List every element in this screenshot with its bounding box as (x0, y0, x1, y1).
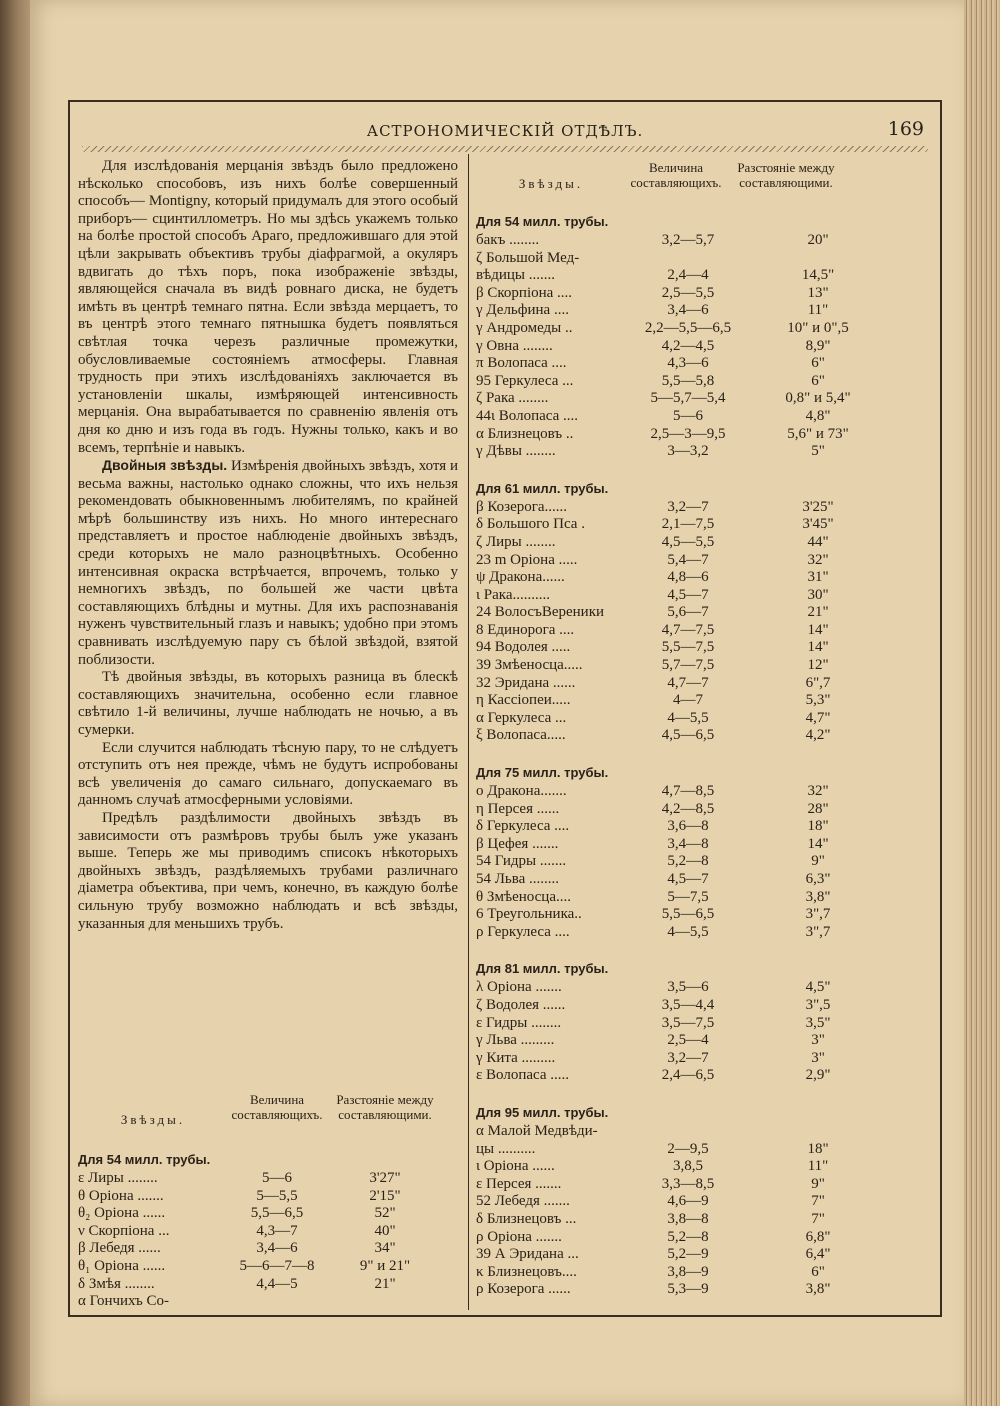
separation-value: 6",7 (805, 674, 831, 691)
star-name: ζ Рака ........ (476, 390, 549, 407)
section-heading-double-stars: Двойныя звѣзды. (102, 457, 228, 474)
star-name: γ Овна ........ (476, 337, 553, 354)
header-separation: Разстояніе между составляющими. (336, 1092, 434, 1122)
table-row (476, 675, 932, 693)
separation-value: 18" (807, 818, 829, 835)
table-row (476, 818, 932, 836)
star-name: ρ Оріона ....... (476, 1228, 562, 1245)
star-name: λ Оріона ....... (476, 979, 562, 996)
column-divider (468, 154, 469, 1310)
table-row (78, 1276, 458, 1294)
separation-value: 5" (811, 443, 825, 460)
separation-value: 3" (811, 1032, 825, 1049)
separation-value: 20" (807, 232, 829, 248)
magnitude-value: 4,3—7 (256, 1222, 298, 1239)
magnitude-value: 4,7—7 (667, 674, 709, 691)
table-row (476, 889, 932, 907)
magnitude-value: 5—6—7—8 (239, 1257, 315, 1274)
star-name: бакъ ........ (476, 232, 540, 248)
separation-value: 3",7 (805, 923, 831, 940)
magnitude-value: 2,2—5,5—6,5 (644, 319, 732, 336)
table-row (476, 534, 932, 552)
separation-value: 21" (807, 604, 829, 621)
table-row (476, 426, 932, 444)
star-name: θ₂ Оріона ...... (78, 1205, 166, 1222)
table-row (476, 355, 932, 373)
magnitude-value: 5—5,7—5,4 (650, 390, 726, 407)
magnitude-value: 5,5—5,8 (661, 372, 715, 389)
section-gap (476, 461, 932, 477)
page-number: 169 (887, 118, 924, 140)
star-name: β Лебедя ...... (78, 1240, 161, 1257)
magnitude-value: 5—7,5 (667, 888, 709, 905)
section-gap (476, 745, 932, 761)
magnitude-value: 3,8—9 (667, 1263, 709, 1280)
star-name: π Волопаса .... (476, 355, 567, 372)
star-name: 54 Льва ........ (476, 871, 560, 887)
table-row (476, 1032, 932, 1050)
separation-value: 13" (807, 284, 829, 301)
separation-value: 14,5" (801, 267, 835, 284)
separation-value: 6,8" (805, 1228, 831, 1245)
separation-value: 3,8" (805, 888, 831, 905)
separation-value: 21" (374, 1275, 396, 1292)
star-name: ι Рака.......... (476, 586, 551, 603)
magnitude-value: 5—6 (673, 407, 703, 424)
magnitude-value: 4,8—6 (667, 569, 709, 586)
magnitude-value: 3,4—6 (256, 1240, 298, 1257)
magnitude-value: 4,7—8,5 (661, 783, 715, 800)
separation-value: 3,8" (805, 1281, 831, 1298)
magnitude-value: 3,3—8,5 (661, 1175, 715, 1192)
star-name: ε Персея ....... (476, 1175, 562, 1192)
separation-value: 40" (374, 1222, 396, 1239)
separation-value: 28" (807, 800, 829, 817)
magnitude-value: 4—5,5 (667, 923, 709, 940)
star-name: δ Большого Пса . (476, 516, 585, 533)
table-row (476, 801, 932, 819)
table-row (476, 443, 932, 461)
separation-value: 2,9" (805, 1067, 831, 1084)
magnitude-value: 5,2—8 (667, 1228, 709, 1245)
magnitude-value: 3,4—8 (667, 835, 709, 852)
header-magnitude: Величина составляющихъ. (231, 1092, 323, 1122)
separation-value: 4,7" (805, 709, 831, 726)
table-row (476, 1193, 932, 1211)
table-row (476, 267, 932, 285)
table-row (476, 587, 932, 605)
table-row (476, 1246, 932, 1264)
table-row (476, 552, 932, 570)
star-name: δ Близнецовъ ... (476, 1210, 577, 1227)
table-row (476, 1050, 932, 1068)
star-name: α Гончихъ Со- (78, 1293, 169, 1310)
star-name: γ Дѣвы ........ (476, 443, 556, 460)
table-row (78, 1293, 458, 1311)
magnitude-value: 2,5—4 (667, 1032, 709, 1049)
star-name: θ Змѣеносца.... (476, 888, 571, 905)
magnitude-value: 5—5,5 (256, 1187, 298, 1204)
left-column (78, 158, 458, 933)
magnitude-value: 4,5—7 (667, 586, 709, 603)
star-name: θ₁ Оріона ...... (78, 1257, 166, 1274)
separation-value: 32" (807, 551, 829, 568)
star-name: η Персея ...... (476, 800, 560, 817)
star-name: 95 Геркулеса ... (476, 372, 574, 389)
star-name: 6 Треугольника.. (476, 906, 582, 923)
magnitude-value: 5—6 (262, 1170, 292, 1186)
magnitude-value: 4,4—5 (256, 1275, 298, 1292)
table-row (476, 338, 932, 356)
table-row (476, 390, 932, 408)
separation-value: 14" (807, 835, 829, 852)
separation-value: 11" (807, 1158, 829, 1175)
separation-value (748, 1123, 888, 1141)
separation-value: 12" (807, 657, 829, 674)
table-row (476, 232, 932, 250)
star-name: 54 Гидры ....... (476, 853, 567, 870)
magnitude-value: 3—3,2 (667, 443, 709, 460)
star-name: цы .......... (476, 1140, 536, 1157)
separation-value: 7" (811, 1193, 825, 1210)
book-page-edges (964, 0, 1000, 1406)
star-name: η Кассіопеи..... (476, 692, 571, 709)
table-row (78, 1240, 458, 1258)
separation-value: 14" (807, 621, 829, 638)
magnitude-value: 3,8—8 (667, 1210, 709, 1227)
separation-value: 7" (811, 1210, 825, 1227)
magnitude-value: 5,2—8 (667, 853, 709, 870)
section-gap (476, 941, 932, 957)
magnitude-value (228, 1293, 326, 1311)
star-name: ζ Лиры ........ (476, 533, 556, 550)
star-name: α Малой Медвѣди- (476, 1122, 598, 1139)
magnitude-value: 3,4—6 (667, 302, 709, 319)
magnitude-value: 3,2—7 (667, 498, 709, 515)
table-row (476, 516, 932, 534)
magnitude-value: 4—5,5 (667, 709, 709, 726)
star-name: α Геркулеса ... (476, 709, 567, 726)
star-name: ψ Дракона...... (476, 569, 565, 586)
star-name: γ Андромеды .. (476, 319, 573, 336)
star-name: ε Лиры ........ (78, 1170, 158, 1186)
magnitude-value: 5,6—7 (667, 604, 709, 621)
magnitude-value: 2,5—3—9,5 (650, 425, 726, 442)
star-name: 52 Лебедя ....... (476, 1193, 570, 1210)
separation-value: 9" и 21" (359, 1257, 411, 1274)
table-row (78, 1188, 458, 1206)
separation-value: 14" (807, 639, 829, 656)
table-row (476, 906, 932, 924)
separation-value: 10" и 0",5 (787, 319, 849, 336)
separation-value: 30" (807, 586, 829, 603)
separation-value: 5,3" (805, 692, 831, 709)
magnitude-value: 3,5—6 (667, 979, 709, 996)
star-name: β Цефея ....... (476, 835, 559, 852)
header-ornament (82, 146, 928, 152)
section-title: Для 81 милл. трубы. (476, 961, 609, 977)
star-name: 44ι Волопаса .... (476, 407, 579, 424)
separation-value: 3",5 (805, 996, 831, 1013)
section-title: Для 61 милл. трубы. (476, 480, 609, 496)
table-header (78, 1092, 458, 1148)
magnitude-value: 5,5—7,5 (661, 639, 715, 656)
separation-value: 6" (811, 372, 825, 389)
table-header (476, 160, 932, 210)
paragraph-scintillation: Для изслѣдованія мерцанія звѣздъ было предложено нѣсколько способовъ, изъ нихъ болѣе совершенный способъ— Montigny, который придумалъ для этого особый приборъ— сцинтиллометръ. Но мы здѣсь укажемъ только на болѣе простой способъ Араго, предложившаго для этой цѣли закрывать объективъ трубы діафрагмой, а окуляръ вдвигать до тѣхъ поръ, пока изображеніе звѣзды, являющейся сначала въ видѣ ровнаго диска, не будетъ имѣть въ центрѣ темнаго пятна. Если звѣзда мерцаетъ, то въ центрѣ этого темнаго пятнышка будетъ появляться свѣтлая точка черезъ различные промежутки, обусловливаемые состояніемъ атмосферы. Главная трудность при этихъ изслѣдованіяхъ заключается въ установленіи шкалы, измѣряющей интенсивность мерцанія. Она вырабатывается по сравненію явленія отъ дня ко дню и изъ года въ годъ. Нужны только, какъ и во всемъ, терпѣніе и навыкъ. (78, 158, 458, 456)
book-page (30, 0, 964, 1406)
separation-value: 34" (374, 1240, 396, 1257)
star-name: ο Дракона....... (476, 783, 567, 800)
separation-value: 3,5" (805, 1014, 831, 1031)
star-name: ξ Волопаса..... (476, 727, 566, 744)
separation-value: 4,2" (805, 727, 831, 744)
star-name: 24 ВолосъВереники (476, 604, 605, 621)
separation-value: 18" (807, 1140, 829, 1157)
separation-value: 3'25" (802, 498, 834, 515)
star-name: ε Волопаса ..... (476, 1067, 570, 1084)
header-magnitude: Величина составляющихъ. (630, 160, 722, 190)
magnitude-value: 4,2—8,5 (661, 800, 715, 817)
table-row (476, 1176, 932, 1194)
section-title: Для 54 милл. трубы. (78, 1152, 211, 1167)
section-gap (476, 1085, 932, 1101)
left-star-table (78, 1092, 458, 1311)
section-title: Для 54 милл. трубы. (476, 214, 609, 229)
header-stars: Звѣзды. (120, 1112, 186, 1127)
magnitude-value: 3,8,5 (673, 1158, 703, 1175)
magnitude-value: 4,2—4,5 (661, 337, 715, 354)
table-row (476, 408, 932, 426)
separation-value: 3" (811, 1049, 825, 1066)
star-name: 39 А Эридана ... (476, 1246, 579, 1263)
right-table-sections (476, 212, 932, 1299)
table-row (476, 320, 932, 338)
star-name: 32 Эридана ...... (476, 674, 576, 691)
separation-value: 6,3" (805, 871, 831, 887)
table-row (476, 373, 932, 391)
separation-value: 9" (811, 853, 825, 870)
star-name: ρ Геркулеса .... (476, 923, 570, 940)
star-name: 8 Единорога .... (476, 621, 575, 638)
paragraph-double-stars-text: Измѣренія двойныхъ звѣздъ, хотя и весьма важны, настолько однако сложны, что ихъ нельзя рекомендовать обыкновеннымъ любителямъ, по крайней мѣрѣ большинству изъ нихъ. Но много интереснаго представляетъ и простое наблюденіе двойныхъ звѣздъ, среди которыхъ не мало разноцвѣтныхъ. Особенно интенсивная окраска встрѣчается, впрочемъ, только у немногихъ звѣздъ, по большей же части цвѣта составляющихъ блѣдны и мутны. Для ихъ распознаванія нуженъ чувствительный глазъ и навыкъ; удобно при этомъ сравнивать изслѣдуемую пару съ бѣлой звѣздой, взятой поблизости. (78, 458, 459, 668)
table-row (476, 569, 932, 587)
paragraph-close-pairs: Если случится наблюдать тѣсную пару, то не слѣдуетъ отступить отъ нея прежде, чѣмъ не будутъ испробованы всѣ увеличенія до самаго сильнаго, допускаемаго въ данномъ случаѣ атмосферными условіями. (78, 739, 458, 809)
table-row (476, 1211, 932, 1229)
paragraph-double-stars (78, 457, 458, 669)
table-row (476, 871, 932, 889)
table-row (476, 853, 932, 871)
separation-value: 6" (811, 1263, 825, 1280)
table-row (476, 836, 932, 854)
magnitude-value: 5,2—9 (667, 1246, 709, 1263)
magnitude-value: 2,1—7,5 (661, 516, 715, 533)
table-row (476, 622, 932, 640)
separation-value: 4,8" (805, 407, 831, 424)
table-row (476, 499, 932, 517)
magnitude-value: 2,5—5,5 (661, 284, 715, 301)
magnitude-value: 5,5—6,5 (250, 1205, 304, 1222)
page-header (70, 102, 940, 148)
star-name: ε Гидры ........ (476, 1014, 562, 1031)
table-row (78, 1170, 458, 1188)
table-row (476, 250, 932, 268)
magnitude-value: 5,7—7,5 (661, 657, 715, 674)
table-row (78, 1223, 458, 1241)
star-name: δ Змѣя ........ (78, 1275, 155, 1292)
star-name: ζ Большой Мед- (476, 249, 580, 266)
section-title: Для 95 милл. трубы. (476, 1104, 609, 1120)
star-name: 94 Водолея ..... (476, 639, 571, 656)
table-row (476, 604, 932, 622)
star-name: γ Кита ......... (476, 1049, 556, 1066)
separation-value: 52" (374, 1205, 396, 1222)
separation-value: 8,9" (805, 337, 831, 354)
magnitude-value: 5,3—9 (667, 1281, 709, 1298)
magnitude-value: 4,7—7,5 (661, 621, 715, 638)
star-name: γ Льва ......... (476, 1032, 555, 1049)
table-row (476, 302, 932, 320)
separation-value: 3",7 (805, 906, 831, 923)
table-row (476, 924, 932, 942)
separation-value: 3'27" (369, 1170, 401, 1186)
separation-value: 6" (811, 355, 825, 372)
separation-value: 31" (807, 569, 829, 586)
magnitude-value: 2,4—6,5 (661, 1067, 715, 1084)
magnitude-value: 4,5—7 (667, 871, 709, 887)
magnitude-value (628, 1123, 748, 1141)
paragraph-limits: Предѣлъ раздѣлимости двойныхъ звѣздъ въ зависимости отъ размѣровъ трубы былъ уже указанъ выше. Теперь же мы приводимъ списокъ нѣкоторыхъ двойныхъ звѣздъ, раздѣляемыхъ трубами различнаго діаметра объектива, при чемъ, конечно, въ каждую болѣе сильную трубу возможно наблюдать и всѣ звѣзды, указанныя для меньшихъ трубъ. (78, 809, 458, 932)
separation-value: 3'45" (802, 516, 834, 533)
star-name: ν Скорпіона ... (78, 1222, 170, 1239)
table-row (476, 727, 932, 745)
magnitude-value: 3,2—5,7 (661, 232, 715, 248)
separation-value: 32" (807, 783, 829, 800)
star-name: β Козерога...... (476, 498, 568, 515)
table-row (78, 1258, 458, 1276)
header-stars: Звѣзды. (518, 176, 584, 191)
magnitude-value: 4,6—9 (667, 1193, 709, 1210)
right-column (476, 160, 932, 1299)
table-row (476, 1158, 932, 1176)
paragraph-brightness: Тѣ двойныя звѣзды, въ которыхъ разница въ блескѣ составляющихъ значительна, особенно если главное свѣтило 1-й величины, лучше наблюдать не ночью, а въ сумерки. (78, 669, 458, 738)
magnitude-value: 5,5—6,5 (661, 906, 715, 923)
separation-value: 6,4" (805, 1246, 831, 1263)
header-separation: Разстояніе между составляющими. (737, 160, 835, 190)
table-row (476, 692, 932, 710)
table-row (476, 1123, 932, 1141)
star-name: 23 m Оріона ..... (476, 551, 578, 568)
magnitude-value: 5,4—7 (667, 551, 709, 568)
magnitude-value: 2—9,5 (667, 1140, 709, 1157)
separation-value: 5,6" и 73" (787, 425, 849, 442)
table-row (78, 1205, 458, 1223)
magnitude-value: 2,4—4 (667, 267, 709, 284)
table-row (476, 1229, 932, 1247)
table-row (476, 710, 932, 728)
table-row (476, 783, 932, 801)
table-row (476, 639, 932, 657)
page-frame (68, 100, 942, 1317)
running-title: АСТРОНОМИЧЕСКІЙ ОТДѢЛЪ. (366, 122, 644, 140)
separation-value: 0,8" и 5,4" (785, 390, 851, 407)
magnitude-value: 4,3—6 (667, 355, 709, 372)
section-title: Для 75 милл. трубы. (476, 765, 609, 781)
magnitude-value: 3,5—4,4 (661, 996, 715, 1013)
table-row (476, 1141, 932, 1159)
star-name: θ Оріона ....... (78, 1187, 164, 1204)
separation-value (748, 250, 888, 268)
separation-value: 9" (811, 1175, 825, 1192)
star-name: β Скорпіона .... (476, 284, 573, 301)
separation-value: 2'15" (369, 1187, 401, 1204)
table-row (476, 1264, 932, 1282)
table-row (476, 997, 932, 1015)
magnitude-value: 3,2—7 (667, 1049, 709, 1066)
table-row (476, 285, 932, 303)
separation-value: 44" (807, 533, 829, 550)
magnitude-value: 4,5—5,5 (661, 533, 715, 550)
table-row (476, 1281, 932, 1299)
magnitude-value: 4—7 (673, 692, 703, 709)
star-name: α Близнецовъ .. (476, 425, 574, 442)
table-row (476, 1067, 932, 1085)
magnitude-value: 4,5—6,5 (661, 727, 715, 744)
separation-value (326, 1293, 444, 1311)
magnitude-value (628, 250, 748, 268)
star-name: δ Геркулеса .... (476, 818, 570, 835)
star-name: вѣдицы ....... (476, 267, 555, 284)
star-name: γ Дельфина .... (476, 302, 569, 319)
star-name: 39 Змѣеносца..... (476, 657, 583, 674)
separation-value: 4,5" (805, 979, 831, 996)
star-name: ι Оріона ...... (476, 1158, 555, 1175)
separation-value: 11" (807, 302, 829, 319)
left-table-rows (78, 1170, 458, 1311)
star-name: κ Близнецовъ.... (476, 1263, 577, 1280)
star-name: ζ Водолея ...... (476, 996, 566, 1013)
table-row (476, 979, 932, 997)
table-row (476, 1015, 932, 1033)
magnitude-value: 3,5—7,5 (661, 1014, 715, 1031)
star-name: ρ Козерога ...... (476, 1281, 571, 1298)
magnitude-value: 3,6—8 (667, 818, 709, 835)
table-row (476, 657, 932, 675)
